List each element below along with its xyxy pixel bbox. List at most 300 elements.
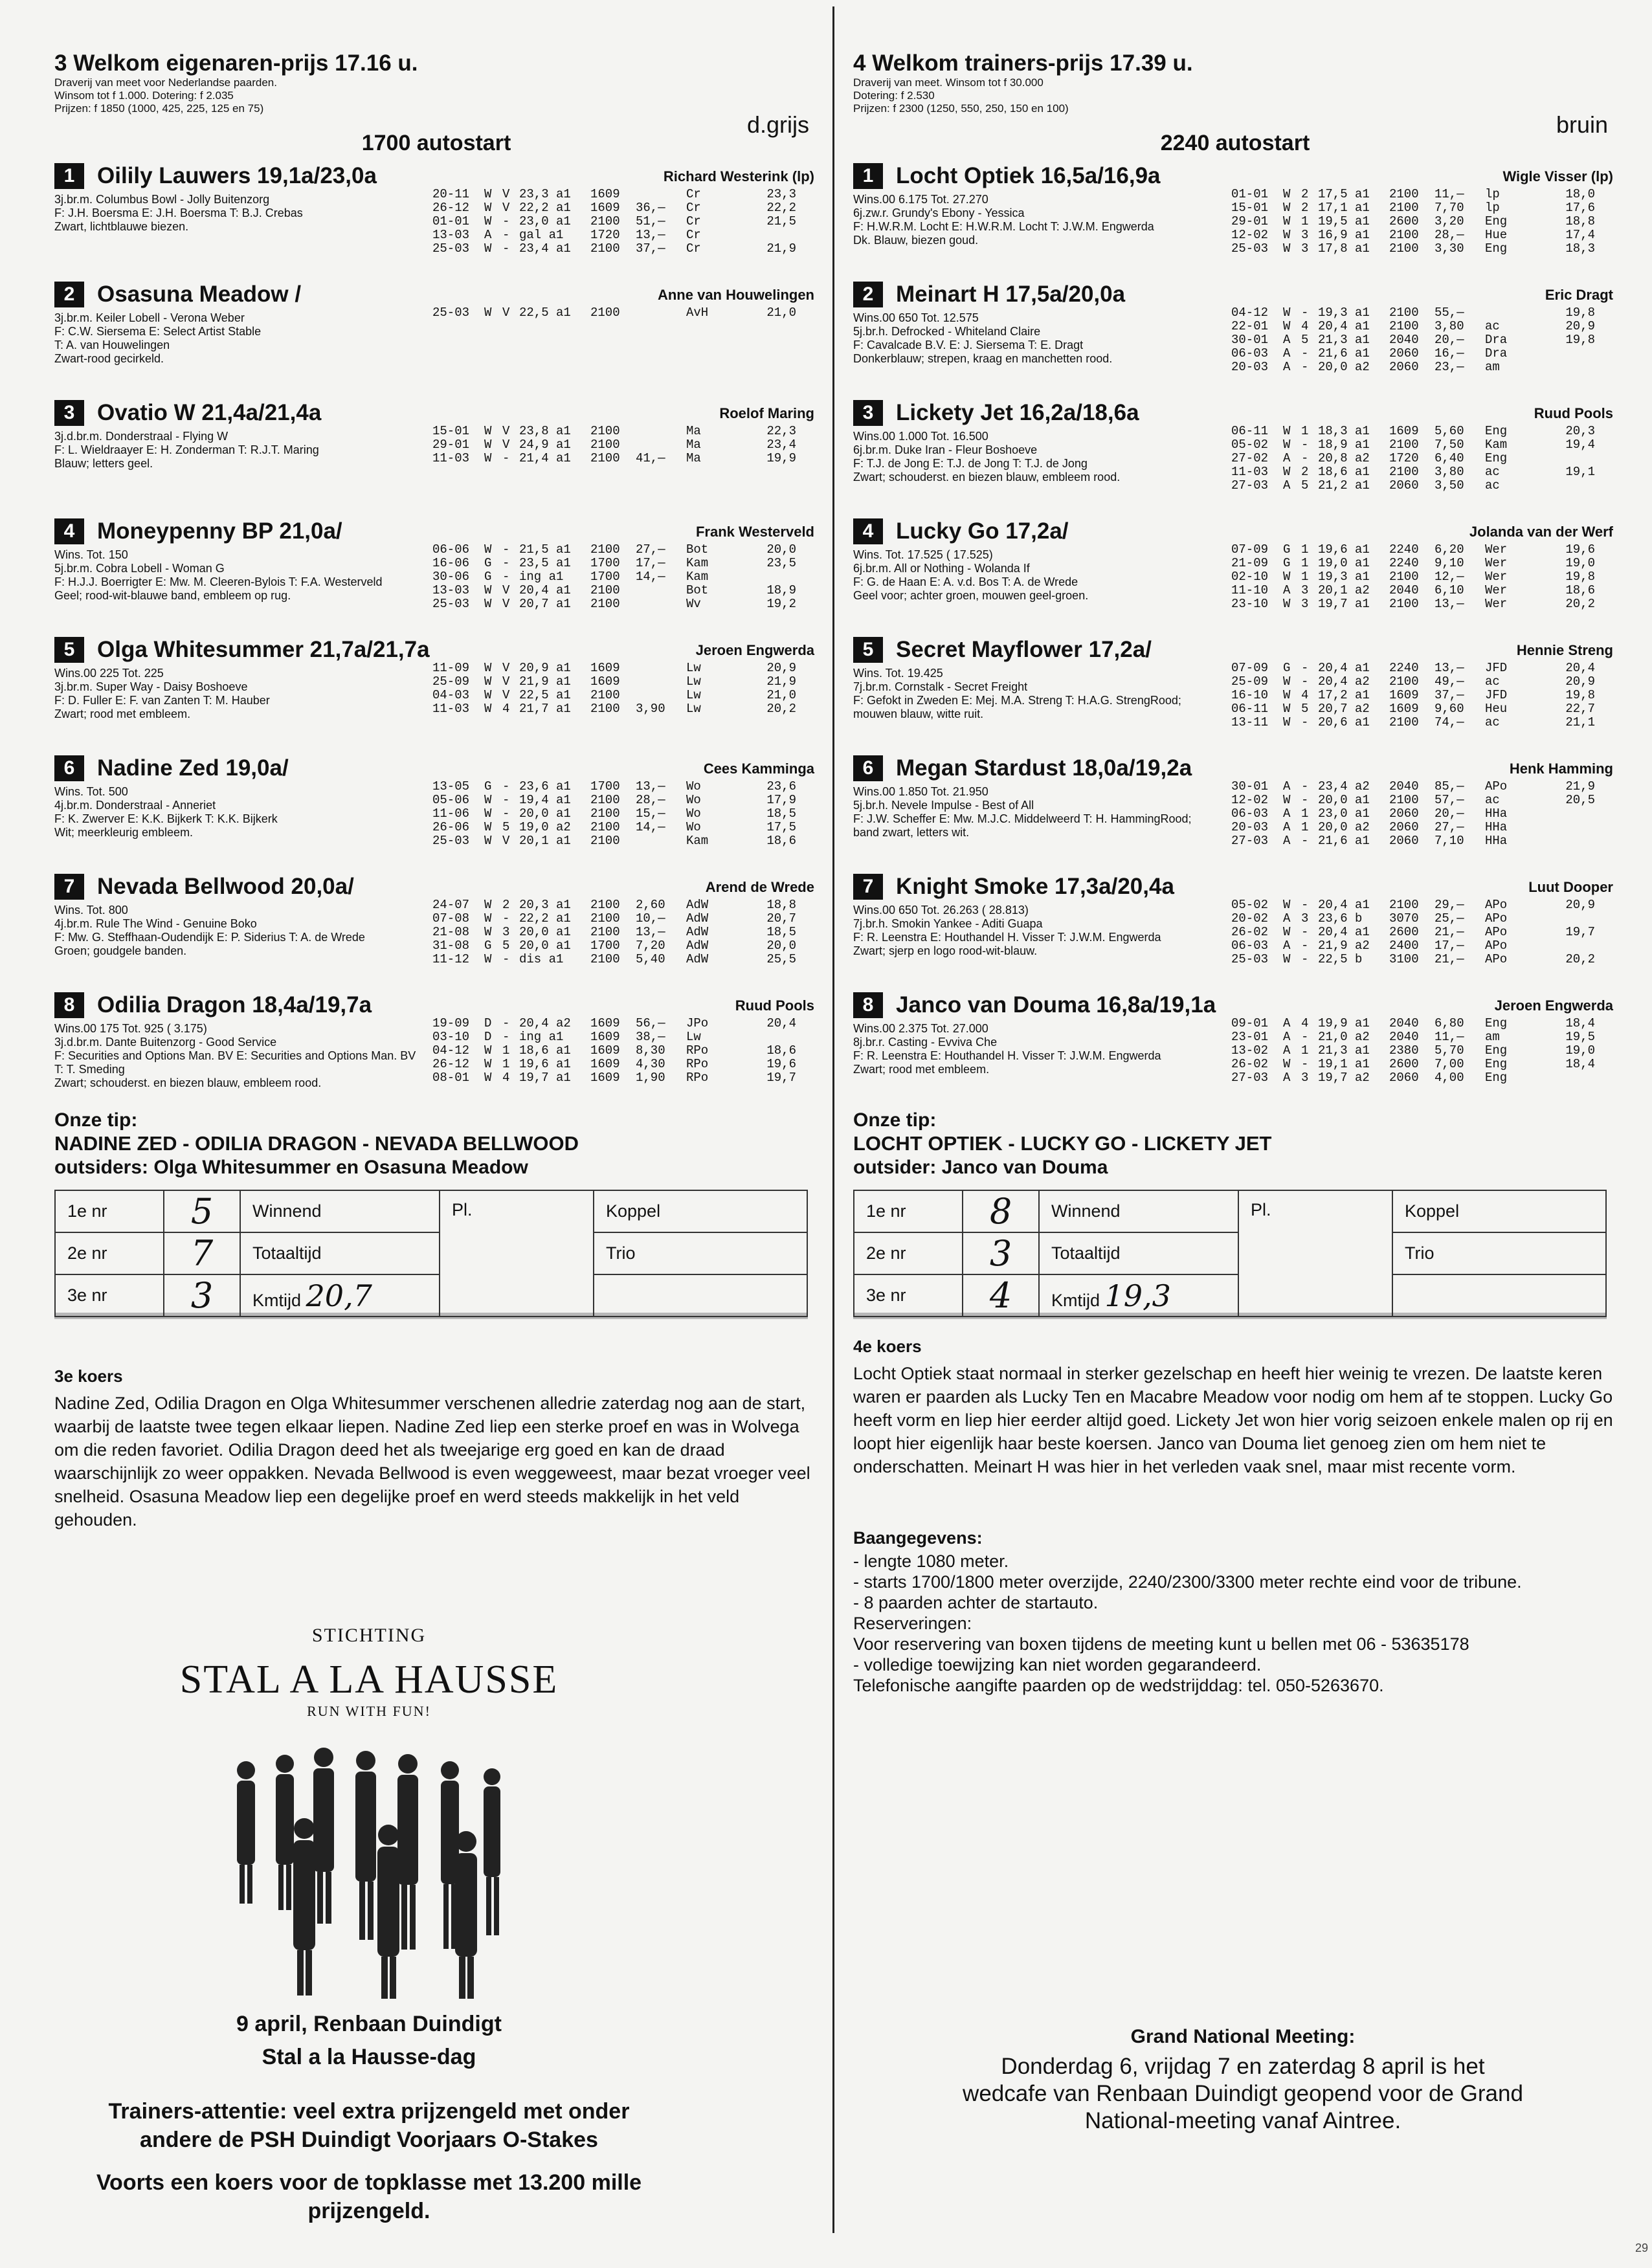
horse-info-line: Wins.00 6.175 Tot. 27.270 — [853, 193, 988, 206]
horse-info-line: 3j.br.m. Keiler Lobell - Verona Weber — [54, 311, 245, 324]
form-track: W — [484, 702, 492, 716]
gn-text: Donderdag 6, vrijdag 7 en zaterdag 8 april is het wedcafe van Renbaan Duindigt geopend voor de Grand National-meeting vanaf Aintree. — [963, 2054, 1523, 2133]
form-place: V — [502, 834, 510, 848]
form-distance: 2040 — [1389, 1016, 1419, 1030]
form-odds: 5,40 — [636, 952, 665, 966]
ad-date: 9 april, Renbaan Duindigt — [236, 2012, 502, 2036]
form-odds — [636, 306, 686, 320]
form-time: 19,6 a1 — [519, 1057, 571, 1071]
form-track: W — [1283, 187, 1291, 201]
form-date: 27-03 — [1231, 1071, 1269, 1085]
form-row — [432, 675, 821, 689]
horse-info — [54, 430, 417, 471]
form-row — [432, 584, 821, 597]
pred-row-label: 1e nr — [55, 1190, 164, 1232]
form-row — [1231, 689, 1620, 702]
form-driver: Kam — [1485, 438, 1508, 452]
form-date: 15-01 — [1231, 201, 1269, 215]
form-row — [432, 807, 821, 821]
form-row — [1231, 1030, 1620, 1044]
ad-day: Stal a la Hausse-dag — [262, 2045, 476, 2069]
track-heading: Baangegevens: — [853, 1528, 983, 1548]
form-kmtime: 18,9 — [766, 583, 796, 597]
form-time: 20,4 a1 — [1318, 661, 1370, 675]
horse-entry — [54, 754, 818, 873]
form-distance: 2100 — [1389, 438, 1419, 452]
form-track: W — [484, 1057, 492, 1071]
form-place: V — [502, 583, 510, 597]
horse-info-line: 6j.br.m. Duke Iran - Fleur Boshoeve — [853, 443, 1038, 456]
form-driver: JFD — [1485, 688, 1508, 702]
form-date: 16-06 — [432, 556, 470, 570]
tip-label: Onze tip: — [853, 1109, 937, 1131]
horse-entry — [54, 162, 818, 280]
form-kmtime: 21,0 — [766, 306, 796, 320]
form-distance: 1609 — [590, 1030, 620, 1044]
form-time: 21,5 a1 — [519, 542, 571, 557]
form-place: 4 — [502, 702, 510, 716]
form-track: W — [484, 1043, 492, 1058]
form-date: 22-01 — [1231, 319, 1269, 333]
form-table — [432, 425, 821, 465]
form-place: 5 — [1301, 478, 1309, 493]
form-place: 1 — [1301, 820, 1309, 834]
horse-info-line: F: J.H. Boersma E: J.H. Boersma T: B.J. Crebas — [54, 206, 303, 219]
form-track: A — [1283, 820, 1291, 834]
form-odds: 13,— — [636, 779, 665, 794]
tip-label: Onze tip: — [54, 1109, 138, 1131]
horse-info — [54, 667, 417, 721]
horse-driver: Roelof Maring — [719, 405, 814, 421]
form-date: 23-10 — [1231, 597, 1269, 611]
form-date: 20-03 — [1231, 820, 1269, 834]
form-place: V — [502, 688, 510, 702]
commentary-heading: 4e koers — [853, 1337, 922, 1356]
form-place: 4 — [1301, 319, 1309, 333]
horse-info-line: Wins.00 1.850 Tot. 21.950 — [853, 785, 988, 798]
pred-handwritten-number[interactable]: 4 — [963, 1274, 1039, 1317]
form-distance: 2060 — [1389, 346, 1419, 361]
form-date: 30-01 — [1231, 333, 1269, 347]
form-place: 4 — [1301, 688, 1309, 702]
form-track: W — [1283, 228, 1291, 242]
form-place: - — [502, 556, 510, 570]
form-row — [432, 821, 821, 834]
form-date: 21-09 — [1231, 556, 1269, 570]
form-place: 1 — [1301, 542, 1309, 557]
pred-empty-cell — [1392, 1274, 1606, 1317]
form-date: 05-02 — [1231, 898, 1269, 912]
form-row — [1231, 675, 1620, 689]
form-kmtime: 23,5 — [766, 556, 796, 570]
form-time: 21,9 a2 — [1318, 939, 1370, 953]
form-driver: Bot — [686, 542, 709, 557]
form-row — [1231, 834, 1620, 848]
form-row — [432, 242, 821, 256]
form-place: - — [1301, 451, 1309, 465]
form-time: 21,6 a1 — [1318, 834, 1370, 848]
form-date: 21-08 — [432, 925, 470, 939]
form-row — [1231, 557, 1620, 570]
form-odds: 49,— — [1434, 674, 1464, 689]
form-driver: APo — [1485, 911, 1508, 926]
form-row — [1231, 912, 1620, 926]
race-title: 4 Welkom trainers-prijs 17.39 u. — [853, 50, 1193, 76]
pred-kmtijd-cell[interactable]: Kmtijd 19,3 — [1039, 1274, 1238, 1317]
form-odds: 38,— — [636, 1030, 665, 1044]
form-row — [1231, 347, 1620, 361]
form-kmtime: 22,7 — [1565, 702, 1595, 716]
ad-name: STAL A LA HAUSSE — [179, 1658, 559, 1702]
horse-info-line: F: J.W. Scheffer E: Mw. M.J.C. Middelweerd T: H. HammingRood; band zwart, letters wit. — [853, 812, 1192, 839]
pred-kmtijd-handwritten: 20,7 — [306, 1278, 372, 1313]
form-distance: 2600 — [1389, 1057, 1419, 1071]
form-table — [432, 780, 821, 848]
form-odds: 17,— — [636, 556, 665, 570]
horse-entry — [853, 399, 1617, 517]
form-place: 5 — [502, 939, 510, 953]
form-time: 23,5 a1 — [519, 556, 571, 570]
form-place: 5 — [502, 820, 510, 834]
commentary-text: Locht Optiek staat normaal in sterker gezelschap en heeft hier weinig te vrezen. De laatste keren waren er paarden als Lucky Ten en Macabre Meadow voor nodig om hem af te stoppen. Lucky Go heeft vorm en liep hier eerder altijd goed. Lickety Jet won hier vorig seizoen enkele malen op rij en loopt hier eigenlijk haar beste koersen. Janco van Douma liet genoeg zien om hem niet te onderschatten. Meinart H was hier in het verleden vaak snel, maar mist recente vorm. — [853, 1364, 1613, 1476]
form-row — [432, 1058, 821, 1071]
form-kmtime: 20,7 — [766, 911, 796, 926]
form-place: 2 — [1301, 187, 1309, 201]
form-row — [1231, 242, 1620, 256]
gn-heading: Grand National Meeting: — [1130, 2026, 1356, 2047]
form-row — [1231, 452, 1620, 465]
horse-driver: Henk Hamming — [1509, 761, 1613, 777]
horse-info-line: F: D. Fuller E: F. van Zanten T: M. Hauber — [54, 694, 270, 707]
race-color: bruin — [1556, 111, 1608, 138]
form-driver: Eng — [1485, 1016, 1508, 1030]
form-driver: APo — [1485, 925, 1508, 939]
form-date: 11-12 — [432, 952, 470, 966]
form-distance: 2100 — [590, 688, 620, 702]
form-table — [432, 188, 821, 256]
form-row — [432, 215, 821, 228]
form-track: W — [1283, 1057, 1291, 1071]
horse-name: Meinart H 17,5a/20,0a — [896, 282, 1126, 307]
horse-info — [54, 548, 417, 603]
horse-name: Knight Smoke 17,3a/20,4a — [896, 874, 1174, 899]
form-distance: 1609 — [590, 674, 620, 689]
form-kmtime: 20,9 — [1565, 319, 1595, 333]
form-time: 20,0 a2 — [1318, 360, 1370, 374]
horse-info-line: 7j.br.h. Smokin Yankee - Aditi Guapa — [853, 917, 1043, 930]
form-kmtime — [751, 228, 796, 242]
form-row — [432, 306, 821, 320]
form-table — [1231, 425, 1620, 493]
form-track: W — [484, 834, 492, 848]
horse-info-line: F: Gefokt in Zweden E: Mej. M.A. Streng T: H.A.G. StrengRood; mouwen blauw, witte ruit. — [853, 694, 1181, 720]
form-date: 25-03 — [1231, 241, 1269, 256]
form-kmtime: 21,9 — [1565, 779, 1595, 794]
form-row — [1231, 465, 1620, 479]
form-row — [432, 702, 821, 716]
race-distance: 1700 autostart — [361, 131, 511, 155]
pred-handwritten-number[interactable]: 5 — [164, 1190, 240, 1232]
form-time: 20,4 a2 — [519, 1016, 571, 1030]
form-track: G — [1283, 661, 1291, 675]
form-kmtime: 19,8 — [1565, 570, 1595, 584]
ad-attention: Trainers-attentie: veel extra prijzengeld met onder andere de PSH Duindigt Voorjaars O-Stakes — [108, 2099, 630, 2152]
horse-name: Locht Optiek 16,5a/16,9a — [896, 163, 1161, 188]
form-driver: HHa — [1485, 834, 1508, 848]
form-driver: Wer — [1485, 542, 1508, 557]
form-date: 05-02 — [1231, 438, 1269, 452]
form-row — [432, 438, 821, 452]
horse-info-line: F: Securities and Options Man. BV E: Securities and Options Man. BV T: T. Smeding — [54, 1049, 416, 1076]
form-place: - — [1301, 715, 1309, 729]
horse-info-line: Dk. Blauw, biezen goud. — [853, 234, 979, 247]
form-place: 3 — [1301, 241, 1309, 256]
horse-info-line: Zwart, lichtblauwe biezen. — [54, 220, 189, 233]
form-time: 23,3 a1 — [519, 187, 571, 201]
form-odds: 3,90 — [636, 702, 665, 716]
form-driver: Ma — [686, 451, 701, 465]
crowd-illustration — [207, 1731, 531, 2003]
horse-info-line: F: Cavalcade B.V. E: J. Siersema T: E. Dragt — [853, 339, 1084, 351]
stal-a-la-hausse-ad — [84, 1625, 654, 2225]
form-odds: 16,— — [1434, 346, 1464, 361]
horse-info-line: 3j.d.br.m. Dante Buitenzorg - Good Service — [54, 1036, 277, 1049]
form-track: W — [484, 451, 492, 465]
form-track: W — [1283, 688, 1291, 702]
form-distance: 1609 — [590, 1016, 620, 1030]
form-time: 18,6 a1 — [1318, 465, 1370, 479]
form-driver: APo — [1485, 939, 1508, 953]
form-date: 31-08 — [432, 939, 470, 953]
form-time: 21,3 a1 — [1318, 1043, 1370, 1058]
form-distance: 2100 — [1389, 793, 1419, 807]
form-kmtime: 18,5 — [766, 925, 796, 939]
form-time: 21,4 a1 — [519, 451, 571, 465]
form-odds: 28,— — [636, 793, 665, 807]
form-odds: 85,— — [1434, 779, 1464, 794]
horse-driver: Ruud Pools — [1534, 405, 1613, 421]
form-row — [432, 939, 821, 953]
form-place: 1 — [502, 1043, 510, 1058]
pred-row-label: 3e nr — [55, 1274, 164, 1317]
horse-info-line: 3j.br.m. Columbus Bowl - Jolly Buitenzorg — [54, 193, 270, 206]
form-time: 21,0 a2 — [1318, 1030, 1370, 1044]
form-distance: 2100 — [1389, 597, 1419, 611]
form-odds: 28,— — [1434, 228, 1464, 242]
commentary-text: Nadine Zed, Odilia Dragon en Olga Whitesummer verschenen alledrie zaterdag nog aan de start, waarbij de laatste twee tegen elkaar liepen. Nadine Zed liep een sterke proef en was in Wolvega om die reden favoriet. Odilia Dragon deed het als tweejarige erg goed en kan de draad waarschijnlijk zo weer oppakken. Nevada Bellwood is even weggeweest, maar bezat vroeger veel snelheid. Osasuna Meadow liep een degelijke proef en werd steeds makkelijk in het veld gehouden. — [54, 1394, 810, 1529]
pred-handwritten-number[interactable]: 7 — [164, 1232, 240, 1274]
pred-handwritten-number[interactable]: 3 — [963, 1232, 1039, 1274]
form-track: A — [1283, 1071, 1291, 1085]
tip-block — [54, 1109, 818, 1179]
form-driver: Wo — [686, 806, 701, 821]
form-driver: Ma — [686, 438, 701, 452]
form-driver: Cr — [686, 214, 701, 228]
pred-trio-label: Trio — [594, 1232, 807, 1274]
form-odds: 10,— — [636, 911, 665, 926]
form-odds: 7,50 — [1434, 438, 1464, 452]
form-place: - — [502, 806, 510, 821]
horse-info-line: F: R. Leenstra E: Houthandel H. Visser T: J.W.M. Engwerda — [853, 1049, 1161, 1062]
form-distance: 1609 — [590, 1057, 620, 1071]
form-row — [1231, 1017, 1620, 1030]
form-date: 15-01 — [432, 424, 470, 438]
form-track: A — [1283, 911, 1291, 926]
form-time: 21,3 a1 — [1318, 333, 1370, 347]
form-odds: 4,30 — [636, 1057, 665, 1071]
form-date: 29-01 — [432, 438, 470, 452]
form-driver: Kam — [686, 570, 709, 584]
form-track: G — [1283, 542, 1291, 557]
horse-info-line: T: A. van Houwelingen — [54, 339, 170, 351]
form-distance: 2100 — [1389, 241, 1419, 256]
form-table — [1231, 898, 1620, 966]
form-time: 19,0 a1 — [1318, 556, 1370, 570]
horse-info-line: 5j.br.h. Nevele Impulse - Best of All — [853, 799, 1034, 812]
form-date: 25-03 — [432, 597, 470, 611]
horse-info-line: Wit; meerkleurig embleem. — [54, 826, 194, 839]
horse-number-badge: 5 — [54, 637, 84, 663]
horse-info-line: 8j.br.r. Casting - Evviva Che — [853, 1036, 998, 1049]
form-distance: 2100 — [590, 898, 620, 912]
horse-driver: Eric Dragt — [1545, 287, 1613, 303]
tip-names: NADINE ZED - ODILIA DRAGON - NEVADA BELLWOOD — [54, 1132, 579, 1155]
form-time: 20,7 a1 — [519, 597, 571, 611]
form-kmtime: 17,6 — [1565, 201, 1595, 215]
form-track: W — [484, 688, 492, 702]
pred-handwritten-number[interactable]: 3 — [164, 1274, 240, 1317]
form-row — [432, 570, 821, 584]
horse-number-badge: 6 — [54, 755, 84, 781]
form-kmtime: 19,8 — [1565, 306, 1595, 320]
form-track: D — [484, 1030, 492, 1044]
form-date: 11-03 — [432, 702, 470, 716]
form-track: W — [484, 583, 492, 597]
form-driver: Dra — [1485, 346, 1508, 361]
form-kmtime: 17,9 — [766, 793, 796, 807]
form-date: 25-03 — [432, 241, 470, 256]
form-date: 11-06 — [432, 806, 470, 821]
form-distance: 1609 — [1389, 688, 1419, 702]
race-info: Draverij van meet voor Nederlandse paarden. Winsom tot f 1.000. Dotering: f 2.035 Prijzen: f 1850 (1000, 425, 225, 125 en 75) — [54, 76, 277, 115]
form-driver: ac — [1485, 674, 1500, 689]
horse-info-line: Wins. Tot. 150 — [54, 548, 128, 561]
form-driver: JPo — [686, 1016, 709, 1030]
form-distance: 1609 — [590, 201, 620, 215]
form-distance: 2040 — [1389, 333, 1419, 347]
pred-handwritten-number[interactable]: 8 — [963, 1190, 1039, 1232]
form-track: W — [1283, 306, 1291, 320]
form-distance: 2100 — [1389, 898, 1419, 912]
pred-kmtijd-cell[interactable]: Kmtijd 20,7 — [240, 1274, 440, 1317]
horse-entry — [54, 873, 818, 991]
horse-driver: Jolanda van der Werf — [1469, 524, 1613, 540]
form-kmtime: 18,8 — [1565, 214, 1595, 228]
horse-info — [54, 904, 417, 958]
form-odds: 5,60 — [1434, 424, 1464, 438]
form-place: - — [1301, 360, 1309, 374]
pred-pl-label: Pl. — [440, 1190, 594, 1317]
form-place: 1 — [1301, 214, 1309, 228]
form-place: 1 — [1301, 424, 1309, 438]
form-date: 05-06 — [432, 793, 470, 807]
horse-driver: Jeroen Engwerda — [1494, 997, 1613, 1014]
form-place: 1 — [502, 1057, 510, 1071]
form-distance: 2100 — [590, 702, 620, 716]
form-kmtime — [1550, 479, 1595, 493]
form-kmtime: 22,2 — [766, 201, 796, 215]
form-time: 19,7 a2 — [1318, 1071, 1370, 1085]
pred-pl-label: Pl. — [1238, 1190, 1392, 1317]
form-date: 06-11 — [1231, 702, 1269, 716]
form-kmtime: 20,9 — [1565, 898, 1595, 912]
form-track: W — [484, 542, 492, 557]
horse-entry — [54, 636, 818, 754]
form-odds: 56,— — [636, 1016, 665, 1030]
form-row — [1231, 215, 1620, 228]
pred-field-label: Totaaltijd — [1039, 1232, 1238, 1274]
form-time: 20,1 a2 — [1318, 583, 1370, 597]
form-distance: 1609 — [1389, 702, 1419, 716]
horse-info — [54, 311, 417, 366]
form-distance: 2060 — [1389, 360, 1419, 374]
form-kmtime: 17,5 — [766, 820, 796, 834]
form-place: - — [502, 451, 510, 465]
form-odds: 7,10 — [1434, 834, 1464, 848]
form-kmtime: 18,3 — [1565, 241, 1595, 256]
horse-info — [853, 311, 1216, 366]
form-odds: 8,30 — [636, 1043, 665, 1058]
horse-number-badge: 3 — [54, 400, 84, 426]
form-odds: 12,— — [1434, 570, 1464, 584]
form-kmtime: 23,4 — [766, 438, 796, 452]
form-kmtime: 22,3 — [766, 424, 796, 438]
form-odds — [636, 675, 686, 689]
horse-info-line: Geel; rood-wit-blauwe band, embleem op rug. — [54, 589, 291, 602]
form-time: 20,0 a2 — [1318, 820, 1370, 834]
form-kmtime: 21,9 — [766, 241, 796, 256]
form-track: W — [484, 241, 492, 256]
form-place: - — [1301, 661, 1309, 675]
horse-number-badge: 8 — [54, 992, 84, 1018]
form-distance: 1720 — [1389, 451, 1419, 465]
form-distance: 1720 — [590, 228, 620, 242]
form-date: 27-02 — [1231, 451, 1269, 465]
form-time: 19,3 a1 — [1318, 570, 1370, 584]
pred-koppel-label: Koppel — [594, 1190, 807, 1232]
form-odds: 5,70 — [1434, 1043, 1464, 1058]
form-row — [1231, 807, 1620, 821]
form-table — [432, 662, 821, 716]
horse-number-badge: 7 — [54, 874, 84, 900]
form-place: - — [1301, 1057, 1309, 1071]
form-track: W — [1283, 201, 1291, 215]
column-divider — [832, 6, 834, 2233]
form-driver: APo — [1485, 952, 1508, 966]
horse-driver: Hennie Streng — [1516, 642, 1613, 658]
form-odds: 17,— — [1434, 939, 1464, 953]
track-info: Baangegevens: - lengte 1080 meter. - starts 1700/1800 meter overzijde, 2240/2300/3300 meter rechte eind voor de tribune. - 8 paarden achter de startauto. Reserveringen: Voor reservering van boxen tijdens de meeting kunt u bellen met 06 - 53635178 - volledige toewijzing kan niet worden gegarandeerd. Telefonische aangifte paarden op de wedstrijddag: tel. 050-5263670. — [853, 1528, 1617, 1696]
form-driver: RPo — [686, 1057, 709, 1071]
form-odds: 27,— — [1434, 820, 1464, 834]
form-driver: Lw — [686, 661, 701, 675]
form-distance: 1609 — [590, 1071, 620, 1085]
horse-name: Ovatio W 21,4a/21,4a — [97, 400, 322, 425]
form-odds: 7,20 — [636, 939, 665, 953]
form-odds: 6,20 — [1434, 542, 1464, 557]
pred-kmtijd-handwritten: 19,3 — [1104, 1278, 1171, 1313]
form-driver: Lw — [686, 702, 701, 716]
